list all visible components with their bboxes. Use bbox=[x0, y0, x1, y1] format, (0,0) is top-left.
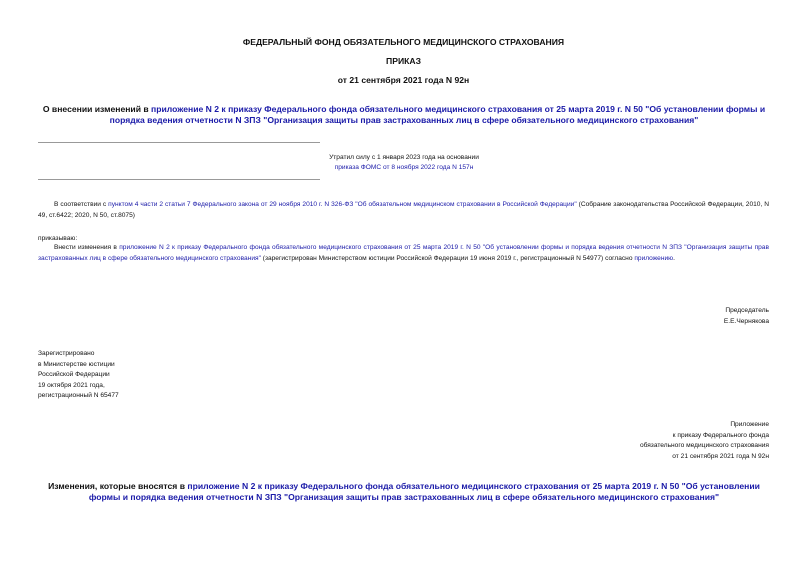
appendix-line: к приказу Федерального фонда bbox=[672, 431, 769, 439]
status-note-text: Утратил силу с 1 января 2023 года на основании bbox=[329, 154, 479, 161]
law-link[interactable]: пунктом 4 части 2 статьи 7 Федерального закона от 29 ноября 2010 г. N 326-ФЗ "Об обязательном медицинском страховании в Российской Федерации" bbox=[108, 201, 577, 208]
divider-top bbox=[38, 142, 320, 143]
title-link[interactable]: приложение N 2 к приказу Федерального фонда обязательного медицинского страхования от 25 марта 2019 г. N 50 "Об установлении формы и порядка ведения отчетности N ЗПЗ "Организация защиты прав застрахованных лиц в сфере обязательного медицинского страхования" bbox=[109, 104, 766, 125]
appendix2-link[interactable]: приложение N 2 к приказу Федерального фонда обязательного медицинского страхования от 25 марта 2019 г. N 50 "Об установлении формы и порядка ведения отчетности N ЗПЗ "Организация защиты прав застрахованных лиц в сфере обязательного медицинского страхования" bbox=[38, 244, 769, 262]
appendix-link[interactable]: приложению bbox=[634, 254, 674, 262]
document-title bbox=[40, 104, 768, 126]
preamble-text: В соответствии с bbox=[54, 201, 109, 208]
registration-line: Зарегистрировано bbox=[38, 350, 95, 357]
signature-position: Председатель bbox=[725, 307, 769, 314]
registration-line: Российской Федерации bbox=[38, 371, 110, 378]
doc-date-number: от 21 сентября 2021 года N 92н bbox=[337, 75, 470, 85]
changes-title-link[interactable]: приложение N 2 к приказу Федерального фонда обязательного медицинского страхования от 25 марта 2019 г. N 50 "Об установлении формы и порядка ведения отчетности N ЗПЗ "Организация защиты прав застрахованных лиц в сфере обязательного медицинского страхования" bbox=[88, 481, 760, 502]
signature-name: Е.Е.Чернякова bbox=[723, 317, 769, 325]
order-text: Внести изменения в bbox=[54, 244, 120, 251]
order-text-3: . bbox=[673, 254, 675, 262]
registration-line: регистрационный N 65477 bbox=[38, 392, 119, 399]
order-paragraph bbox=[38, 243, 769, 264]
registration-line: в Министерстве юстиции bbox=[38, 360, 115, 368]
registration-block bbox=[38, 349, 119, 402]
title-prefix: О внесении изменений в bbox=[42, 104, 152, 114]
order-text-2: (зарегистрирован Министерством юстиции Российской Федерации 19 июня 2019 г., регистрационный N 54977) согласно bbox=[260, 254, 635, 262]
registration-line: 19 октября 2021 года, bbox=[38, 381, 105, 389]
appendix-reference bbox=[640, 420, 769, 462]
preamble-text-2: (Собрание законодательства Российской Федерации, 2010, N 49, ст.6422; 2020, N 50, ст.8075) bbox=[38, 201, 769, 219]
order-word: приказываю: bbox=[38, 235, 78, 242]
changes-title bbox=[40, 481, 768, 503]
organization-name: ФЕДЕРАЛЬНЫЙ ФОНД ОБЯЗАТЕЛЬНОГО МЕДИЦИНСКОГО СТРАХОВАНИЯ bbox=[242, 37, 565, 47]
divider-bottom bbox=[38, 179, 320, 180]
appendix-line: обязательного медицинского страхования bbox=[639, 442, 769, 449]
doc-type: ПРИКАЗ bbox=[386, 56, 421, 66]
changes-title-prefix: Изменения, которые вносятся в bbox=[48, 481, 188, 491]
appendix-line: от 21 сентября 2021 года N 92н bbox=[672, 452, 769, 460]
status-note bbox=[290, 153, 518, 172]
preamble-paragraph bbox=[38, 200, 769, 221]
signature-block bbox=[724, 306, 769, 327]
appendix-line: Приложение bbox=[730, 421, 769, 428]
status-note-link[interactable]: приказа ФОМС от 8 ноября 2022 года N 157н bbox=[334, 163, 474, 171]
